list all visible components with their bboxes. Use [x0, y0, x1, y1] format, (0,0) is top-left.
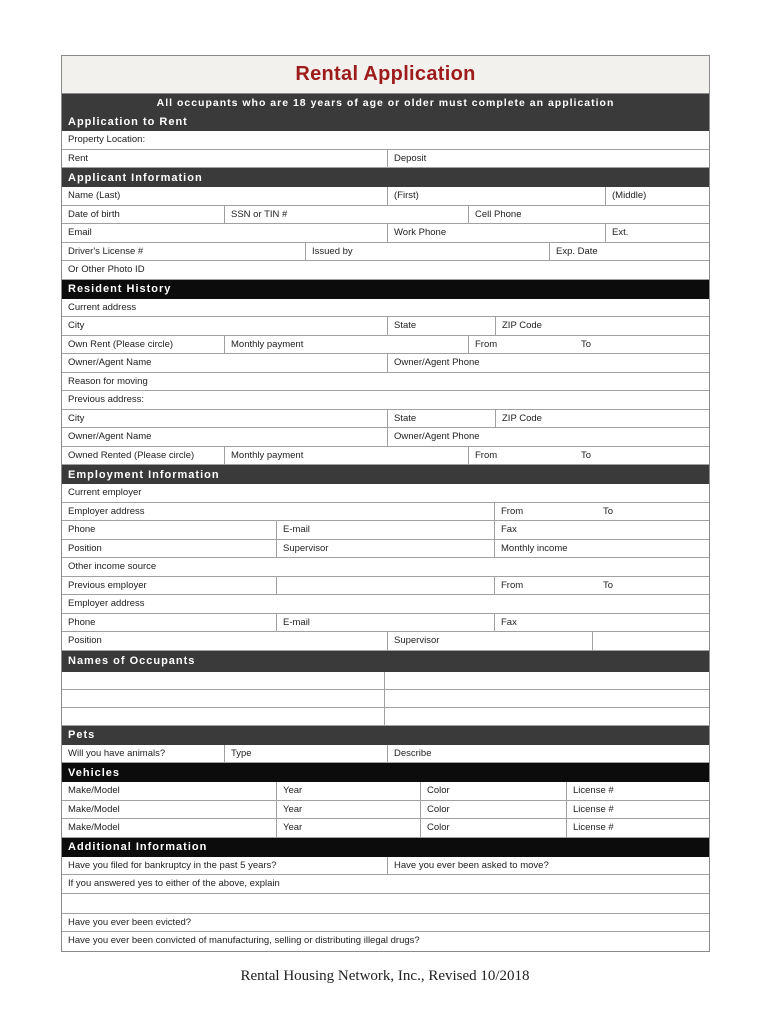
- other-photo-id-field[interactable]: Or Other Photo ID: [68, 264, 145, 275]
- section-applicant-information: Applicant Information: [62, 168, 709, 187]
- drivers-license-field[interactable]: Driver's License #: [62, 243, 306, 261]
- other-income-row: [62, 558, 709, 577]
- prev-zip-field[interactable]: ZIP Code: [502, 412, 542, 424]
- email-field[interactable]: Email: [62, 224, 388, 242]
- city-row: [62, 317, 709, 336]
- cell-phone-field[interactable]: Cell Phone: [475, 208, 522, 220]
- employer-fax-field[interactable]: Fax: [501, 524, 517, 535]
- section-vehicles: Vehicles: [62, 763, 709, 782]
- state-field[interactable]: State: [388, 317, 496, 335]
- to-field[interactable]: To: [581, 338, 592, 350]
- first-name-field[interactable]: (First): [388, 187, 606, 205]
- pet-type-field[interactable]: Type: [225, 745, 388, 763]
- vehicle-make-field[interactable]: Make/Model: [62, 819, 277, 837]
- prev-to-field[interactable]: To: [581, 449, 592, 461]
- prev-position-row: [62, 632, 709, 651]
- prev-employer-phone-field[interactable]: Phone: [62, 614, 277, 632]
- prev-supervisor-field[interactable]: Supervisor: [388, 632, 593, 650]
- footer-text: Rental Housing Network, Inc., Revised 10/2018: [240, 968, 530, 984]
- email-row: [62, 224, 709, 243]
- owned-rented-field[interactable]: Owned Rented (Please circle): [62, 447, 225, 465]
- owner-agent-row: [62, 354, 709, 373]
- last-name-field[interactable]: Name (Last): [62, 187, 388, 205]
- vehicle-color-field[interactable]: Color: [421, 801, 567, 819]
- prev-employer-fax-field[interactable]: Fax: [501, 616, 517, 628]
- title-row: [62, 56, 709, 94]
- prev-employer-address-field[interactable]: Employer address: [68, 598, 145, 609]
- monthly-payment-field[interactable]: Monthly payment: [225, 336, 469, 354]
- prev-position-field[interactable]: Position: [62, 632, 388, 650]
- section-names-of-occupants: Names of Occupants: [62, 651, 709, 672]
- explain-row: [62, 875, 709, 894]
- previous-address-field[interactable]: Previous address:: [68, 394, 145, 405]
- convicted-field[interactable]: Have you ever been convicted of manufacturing, selling or distributing illegal drugs?: [68, 935, 420, 946]
- section-employment-information: Employment Information: [62, 465, 709, 484]
- position-field[interactable]: Position: [62, 540, 277, 558]
- prev-state-field[interactable]: State: [388, 410, 496, 428]
- owner-agent-name-field[interactable]: Owner/Agent Name: [62, 354, 388, 372]
- prev-owner-agent-phone-field[interactable]: Owner/Agent Phone: [394, 431, 480, 442]
- dob-field[interactable]: Date of birth: [62, 206, 225, 224]
- occupant-field[interactable]: [385, 672, 709, 689]
- vehicle-license-field[interactable]: License #: [573, 785, 614, 796]
- occupant-row: [62, 690, 709, 708]
- vehicle-make-field[interactable]: Make/Model: [62, 801, 277, 819]
- vehicle-row: [62, 819, 709, 838]
- prev-employer-from-field[interactable]: From: [501, 579, 524, 591]
- occupant-field[interactable]: [385, 690, 709, 707]
- monthly-income-field[interactable]: Monthly income: [501, 542, 568, 554]
- employer-email-field[interactable]: E-mail: [277, 521, 495, 539]
- vehicle-year-field[interactable]: Year: [277, 782, 421, 800]
- supervisor-field[interactable]: Supervisor: [277, 540, 495, 558]
- zip-field[interactable]: ZIP Code: [502, 320, 542, 331]
- explain-blank-field[interactable]: [62, 894, 709, 913]
- vehicle-license-field[interactable]: License #: [573, 803, 614, 815]
- prev-monthly-payment-field[interactable]: Monthly payment: [225, 447, 469, 465]
- current-address-field[interactable]: Current address: [68, 301, 137, 313]
- section-application-to-rent: Application to Rent: [62, 112, 709, 131]
- pets-row: [62, 745, 709, 764]
- bankruptcy-row: [62, 857, 709, 876]
- dob-row: [62, 206, 709, 225]
- pet-describe-field[interactable]: Describe: [394, 747, 432, 759]
- middle-name-field[interactable]: (Middle): [612, 190, 647, 201]
- prev-employer-to-field[interactable]: To: [603, 579, 614, 591]
- page-title: Rental Application: [295, 63, 476, 85]
- employer-address-row: [62, 503, 709, 522]
- prev-employer-email-field[interactable]: E-mail: [277, 614, 495, 632]
- prev-position-blank[interactable]: [593, 632, 709, 650]
- ssn-field[interactable]: SSN or TIN #: [225, 206, 469, 224]
- occupant-row: [62, 672, 709, 690]
- employer-phone-row: [62, 521, 709, 540]
- previous-address-row: [62, 391, 709, 410]
- occupant-row: [62, 708, 709, 726]
- vehicle-color-field[interactable]: Color: [421, 819, 567, 837]
- section-additional-information: Additional Information: [62, 838, 709, 857]
- prev-owner-agent-name-field[interactable]: Owner/Agent Name: [62, 428, 388, 446]
- convicted-row: [62, 932, 709, 951]
- vehicle-color-field[interactable]: Color: [421, 782, 567, 800]
- occupant-field[interactable]: [62, 708, 385, 725]
- city-field[interactable]: City: [62, 317, 388, 335]
- prev-city-field[interactable]: City: [62, 410, 388, 428]
- prev-from-field[interactable]: From: [475, 449, 498, 461]
- owned-rented-row: [62, 447, 709, 466]
- employer-address-field[interactable]: Employer address: [62, 503, 495, 521]
- previous-employer-row: [62, 577, 709, 596]
- explain-field[interactable]: If you answered yes to either of the above, explain: [68, 878, 280, 889]
- from-field[interactable]: From: [475, 338, 498, 350]
- prev-employer-phone-row: [62, 614, 709, 633]
- occupant-field[interactable]: [62, 690, 385, 707]
- section-resident-history: Resident History: [62, 280, 709, 299]
- bankruptcy-field[interactable]: Have you filed for bankruptcy in the past 5 years?: [62, 857, 388, 875]
- current-employer-row: [62, 484, 709, 503]
- property-location-field[interactable]: Property Location:: [68, 134, 146, 145]
- section-pets: Pets: [62, 726, 709, 745]
- owner-agent-phone-field[interactable]: Owner/Agent Phone: [394, 357, 480, 368]
- occupant-field[interactable]: [385, 708, 709, 725]
- employer-from-field[interactable]: From: [501, 505, 524, 517]
- employer-phone-field[interactable]: Phone: [62, 521, 277, 539]
- evicted-row: [62, 914, 709, 933]
- current-address-row: [62, 299, 709, 318]
- employer-to-field[interactable]: To: [603, 505, 614, 517]
- previous-employer-field[interactable]: Previous employer: [62, 577, 277, 595]
- previous-employer-blank[interactable]: [277, 577, 495, 595]
- vehicle-make-field[interactable]: Make/Model: [62, 782, 277, 800]
- vehicle-row: [62, 801, 709, 820]
- rental-application-form: [61, 55, 710, 952]
- license-row: [62, 243, 709, 262]
- rent-field[interactable]: Rent: [62, 150, 388, 168]
- other-income-field[interactable]: Other income source: [68, 561, 157, 572]
- vehicle-year-field[interactable]: Year: [277, 801, 421, 819]
- vehicle-row: [62, 782, 709, 801]
- reason-moving-field[interactable]: Reason for moving: [68, 375, 148, 387]
- prev-owner-agent-row: [62, 428, 709, 447]
- asked-move-field[interactable]: Have you ever been asked to move?: [394, 859, 549, 871]
- name-row: [62, 187, 709, 206]
- deposit-field[interactable]: Deposit: [394, 152, 427, 164]
- own-rent-row: [62, 336, 709, 355]
- animals-field[interactable]: Will you have animals?: [62, 745, 225, 763]
- reason-moving-row: [62, 373, 709, 392]
- occupant-field[interactable]: [62, 672, 385, 689]
- explain-blank-row: [62, 894, 709, 914]
- photo-id-row: [62, 261, 709, 280]
- exp-date-field[interactable]: Exp. Date: [556, 245, 598, 257]
- prev-city-row: [62, 410, 709, 429]
- prev-employer-address-row: [62, 595, 709, 614]
- position-row: [62, 540, 709, 559]
- evicted-field[interactable]: Have you ever been evicted?: [68, 916, 192, 928]
- issued-by-field[interactable]: Issued by: [306, 243, 550, 261]
- subtitle-bar: All occupants who are 18 years of age or older must complete an application: [62, 94, 709, 112]
- vehicle-license-field[interactable]: License #: [573, 822, 614, 833]
- vehicle-year-field[interactable]: Year: [277, 819, 421, 837]
- ext-field[interactable]: Ext.: [612, 227, 629, 238]
- rent-deposit-row: [62, 150, 709, 169]
- current-employer-field[interactable]: Current employer: [68, 487, 142, 498]
- work-phone-field[interactable]: Work Phone: [388, 224, 606, 242]
- property-location-row: [62, 131, 709, 150]
- own-rent-field[interactable]: Own Rent (Please circle): [62, 336, 225, 354]
